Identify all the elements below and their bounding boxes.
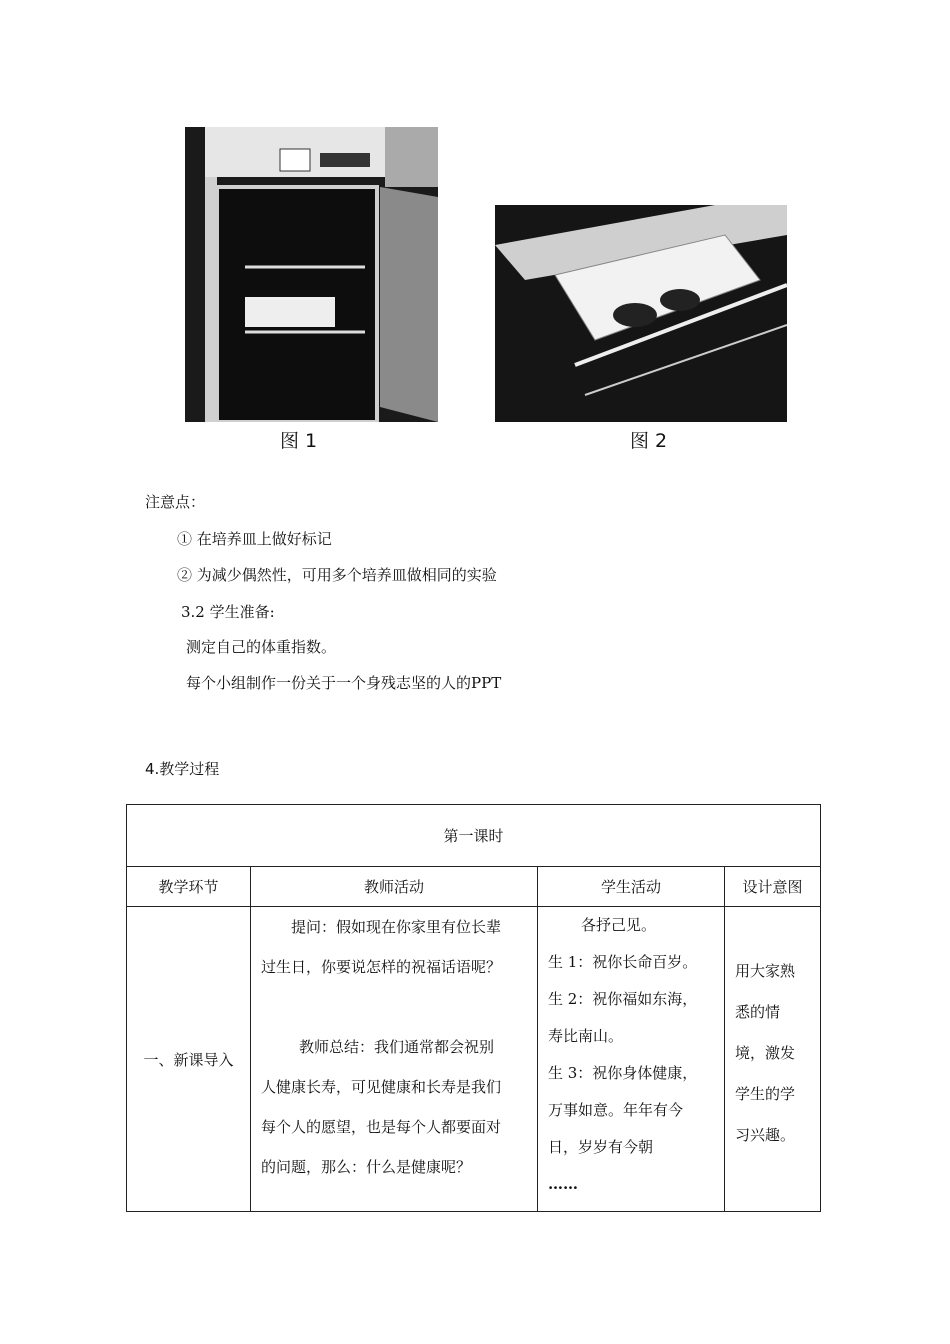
teacher-line: 过生日，你要说怎样的祝福话语呢？ [261, 958, 502, 976]
section-title: 4.教学过程 [145, 760, 220, 778]
figure-1-caption: 图 1 [280, 430, 318, 452]
student-prep-item-1: 测定自己的体重指数。 [186, 638, 337, 656]
teacher-activity-cell [251, 907, 538, 1212]
student-line: 生 3：祝你身体健康， [548, 1064, 698, 1082]
student-activity-cell [538, 907, 725, 1212]
figure-2-caption: 图 2 [630, 430, 668, 452]
student-line: 万事如意。年年有今 [548, 1101, 684, 1119]
student-prep-item-2: 每个小组制作一份关于一个身残志坚的人的PPT [186, 674, 502, 692]
figure-1-image [185, 127, 438, 422]
student-line: 生 2：祝你福如东海， [548, 990, 698, 1008]
teacher-line: 人健康长寿，可见健康和长寿是我们 [261, 1078, 502, 1096]
table-title: 第一课时 [127, 805, 821, 867]
notes-item-1: ① 在培养皿上做好标记 [177, 530, 332, 548]
teaching-process-table [126, 804, 821, 1212]
design-line: 用大家熟 [735, 962, 796, 980]
header-student: 学生活动 [538, 867, 725, 907]
teacher-line: 的问题，那么：什么是健康呢？ [261, 1158, 472, 1176]
teacher-line: 每个人的愿望，也是每个人都要面对 [261, 1118, 502, 1136]
design-line: 悉的情 [735, 1003, 781, 1021]
notes-item-2: ② 为减少偶然性，可用多个培养皿做相同的实验 [177, 566, 497, 584]
teacher-line: 教师总结：我们通常都会祝别 [299, 1038, 495, 1056]
header-teacher: 教师活动 [251, 867, 538, 907]
header-design: 设计意图 [725, 867, 821, 907]
header-stage: 教学环节 [127, 867, 251, 907]
student-line: 各抒己见。 [581, 916, 657, 934]
student-line: 生 1：祝你长命百岁。 [548, 953, 698, 971]
student-line: …… [548, 1175, 578, 1193]
figure-2-image [495, 205, 787, 422]
student-line: 寿比南山。 [548, 1027, 624, 1045]
design-intent-cell [725, 907, 821, 1212]
student-prep-heading: 3.2 学生准备: [181, 603, 275, 621]
design-line: 学生的学 [735, 1085, 796, 1103]
teacher-line: 提问：假如现在你家里有位长辈 [291, 918, 502, 936]
stage-cell: 一、新课导入 [127, 907, 251, 1212]
design-line: 境，激发 [735, 1044, 796, 1062]
design-line: 习兴趣。 [735, 1126, 796, 1144]
notes-heading: 注意点： [145, 493, 206, 511]
student-line: 日，岁岁有今朝 [548, 1138, 654, 1156]
teacher-line [261, 987, 531, 1027]
